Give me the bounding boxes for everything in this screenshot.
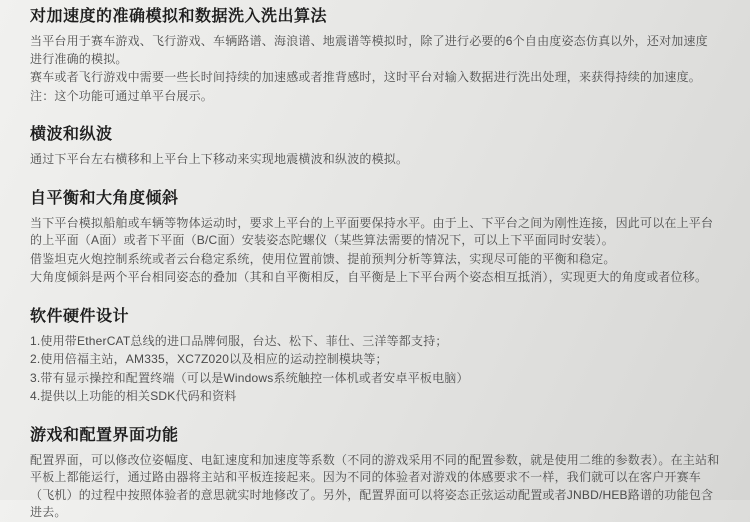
section-transverse-longitudinal-waves	[30, 126, 720, 169]
section-heading: 对加速度的准确模拟和数据洗入洗出算法	[30, 8, 328, 25]
paragraph: 大角度倾斜是两个平台相同姿态的叠加（其和自平衡相反，自平衡是上下平台两个姿态相互抵消），实现更大的角度或者位移。	[30, 270, 708, 284]
paragraph: 当平台用于赛车游戏、飞行游戏、车辆路谱、海浪谱、地震谱等模拟时，除了进行必要的6个自由度姿态仿真以外，还对加速度进行准确的模拟。	[30, 34, 708, 66]
list-item: 1.使用带EtherCAT总线的进口品牌伺服，台达、松下、菲仕、三洋等都支持；	[30, 333, 448, 348]
list-item: 2.使用倍福主站，AM335，XC7Z020以及相应的运动控制模块等；	[30, 352, 388, 366]
list-item: 3.带有显示操控和配置终端（可以是Windows系统触控一体机或者安卓平板电脑）	[30, 370, 469, 385]
section-acceleration-washout	[30, 8, 720, 105]
section-heading: 横波和纵波	[30, 126, 113, 143]
paragraph: 赛车或者飞行游戏中需要一些长时间持续的加速感或者推背感时，这时平台对输入数据进行洗出处理，来获得持续的加速度。	[30, 70, 702, 84]
section-heading: 游戏和配置界面功能	[30, 426, 179, 444]
list-item: 4.提供以上功能的相关SDK代码和资料	[30, 389, 237, 403]
paragraph: 当下平台模拟船舶或车辆等物体运动时，要求上平台的上平面要保持水平。由于上、下平台之间为刚性连接，因此可以在上平台的上平面（A面）或者下平面（B/C面）安装姿态陀螺仪（某些算法需要的情况下，可以上下平面同时安装）。	[30, 215, 714, 247]
section-self-balance-tilt	[30, 190, 720, 287]
paragraph: 通过下平台左右横移和上平台上下移动来实现地震横波和纵波的模拟。	[30, 152, 409, 166]
paragraph: 借鉴坦克火炮控制系统或者云台稳定系统，使用位置前馈、提前预判分析等算法，实现尽可能的平衡和稳定。	[30, 251, 616, 266]
paragraph: 配置界面，可以修改位姿幅度、电缸速度和加速度等系数（不同的游戏采用不同的配置参数，就是使用二维的参数表）。在主站和平板上都能运行，通过路由器将主站和平板连接起来。因为不同的体验者对游戏的体感要求不一样，我们就可以在客户开赛车（飞机）的过程中按照体验者的意思就实时地修改了。另外，配置界面可以将姿态正弦运动配置或者JNBD/HEB路谱的功能包含进去。	[30, 452, 720, 519]
section-software-hardware-design	[30, 308, 720, 406]
section-heading: 软件硬件设计	[30, 307, 130, 325]
section-heading: 自平衡和大角度倾斜	[30, 189, 179, 207]
paragraph: 注：这个功能可通过单平台展示。	[30, 88, 214, 103]
section-game-config-ui	[30, 427, 720, 522]
